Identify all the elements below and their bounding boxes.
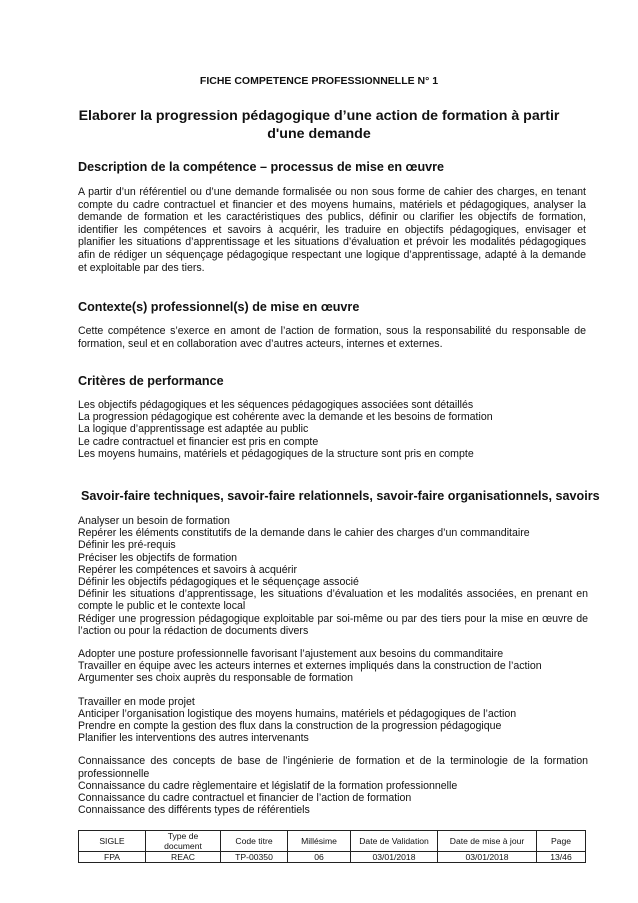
- list-item: Analyser un besoin de formation: [78, 515, 230, 527]
- footer-value-cell: 06: [288, 852, 351, 863]
- footer-value-cell: 13/46: [537, 852, 586, 863]
- footer-value-row: [79, 852, 586, 863]
- list-item: Travailler en mode projet: [78, 695, 195, 708]
- list-item: Le cadre contractuel et financier est pris en compte: [78, 435, 319, 448]
- criteres-list: [78, 399, 588, 460]
- list-item: La progression pédagogique est cohérente avec la demande et les besoins de formation: [78, 411, 493, 424]
- list-item: Travailler en équipe avec les acteurs internes et externes impliqués dans la construction de l’action: [78, 660, 542, 673]
- list-item: Adopter une posture professionnelle favorisant l’ajustement aux besoins du commanditaire: [78, 648, 504, 661]
- footer-value-cell: FPA: [79, 852, 146, 863]
- footer-value-cell: 03/01/2018: [351, 852, 438, 863]
- list-item: Préciser les objectifs de formation: [78, 551, 237, 564]
- list-item: Planifier les interventions des autres intervenants: [78, 732, 309, 745]
- list-item: Définir les objectifs pédagogiques et le séquençage associé: [78, 576, 359, 589]
- list-item: Argumenter ses choix auprès du responsable de formation: [78, 672, 354, 685]
- fiche-label: FICHE COMPETENCE PROFESSIONNELLE N° 1: [199, 75, 439, 87]
- footer-header-cell: SIGLE: [79, 831, 146, 852]
- list-item: Définir les situations d’apprentissage, les situations d’évaluation et les modalités associées, en prenant en compte le public et le contexte local: [78, 588, 588, 613]
- footer-value-cell: TP-00350: [221, 852, 288, 863]
- footer-value-cell: REAC: [146, 852, 221, 863]
- criteres-heading: Critères de performance: [78, 374, 224, 388]
- list-item: Rédiger une progression pédagogique exploitable par soi-même ou par des tiers pour la mise en œuvre de l’action ou pour la rédaction de documents divers: [78, 612, 588, 637]
- footer-header-cell: Code titre: [221, 831, 288, 852]
- list-item: La logique d’apprentissage est adaptée au public: [78, 423, 309, 436]
- page-title: Elaborer la progression pédagogique d’une action de formation à partir d'une demande: [78, 108, 560, 142]
- list-item: Repérer les compétences et savoirs à acquérir: [78, 563, 298, 576]
- savoirs-list: [78, 515, 588, 816]
- footer-header-row: [79, 831, 586, 852]
- footer-value-cell: 03/01/2018: [438, 852, 537, 863]
- list-item: Les objectifs pédagogiques et les séquences pédagogiques associées sont détaillés: [78, 399, 474, 411]
- list-item: Définir les pré-requis: [78, 539, 176, 552]
- footer-header-cell: Page: [537, 831, 586, 852]
- footer-header-cell: Date de mise à jour: [438, 831, 537, 852]
- contexte-heading: Contexte(s) professionnel(s) de mise en œuvre: [78, 300, 360, 314]
- list-item: Prendre en compte la gestion des flux dans la construction de la progression pédagogique: [78, 720, 502, 733]
- list-item: Connaissance des différents types de référentiels: [78, 804, 310, 817]
- description-heading: Description de la compétence – processus de mise en œuvre: [78, 160, 445, 174]
- contexte-text: Cette compétence s’exerce en amont de l’action de formation, sous la responsabilité du responsable de formation, seul et en collaboration avec d’autres acteurs, internes et externes.: [78, 325, 586, 350]
- list-item: Anticiper l’organisation logistique des moyens humains, matériels et pédagogiques de l’action: [78, 707, 517, 720]
- footer-header-cell: Type de document: [146, 831, 221, 852]
- description-text: A partir d’un référentiel ou d’une demande formalisée ou non sous forme de cahier des charges, en tenant compte du cadre contractuel et financier et des moyens humains, matériels et pédagogiques, analyser la demande de formation et les caractéristiques des publics, définir ou clarifier les objectifs de formation, identifier les compétences et savoirs à acquérir, les traduire en objectifs pédagogiques, envisager et planifier les situations d’apprentissage et les situations d’évaluation et prévoir les modalités pédagogiques afin de rédiger un séquençage pédagogique respectant une logique d’apprentissage, adapté à la demande et exploitable par des tiers.: [78, 186, 586, 274]
- list-item: Connaissance des concepts de base de l’ingénierie de formation et de la terminologie de la formation professionnelle: [78, 755, 588, 780]
- list-item: Repérer les éléments constitutifs de la demande dans le cahier des charges d’un commanditaire: [78, 527, 530, 540]
- footer-table: [78, 830, 586, 863]
- footer-header-cell: Date de Validation: [351, 831, 438, 852]
- list-item: Connaissance du cadre règlementaire et législatif de la formation professionnelle: [78, 779, 458, 792]
- list-item: Les moyens humains, matériels et pédagogiques de la structure sont pris en compte: [78, 447, 474, 460]
- footer-header-cell: Millésime: [288, 831, 351, 852]
- savoirs-heading: Savoir-faire techniques, savoir-faire relationnels, savoir-faire organisationnels, savoirs: [81, 489, 600, 503]
- list-item: Connaissance du cadre contractuel et financier de l’action de formation: [78, 792, 412, 805]
